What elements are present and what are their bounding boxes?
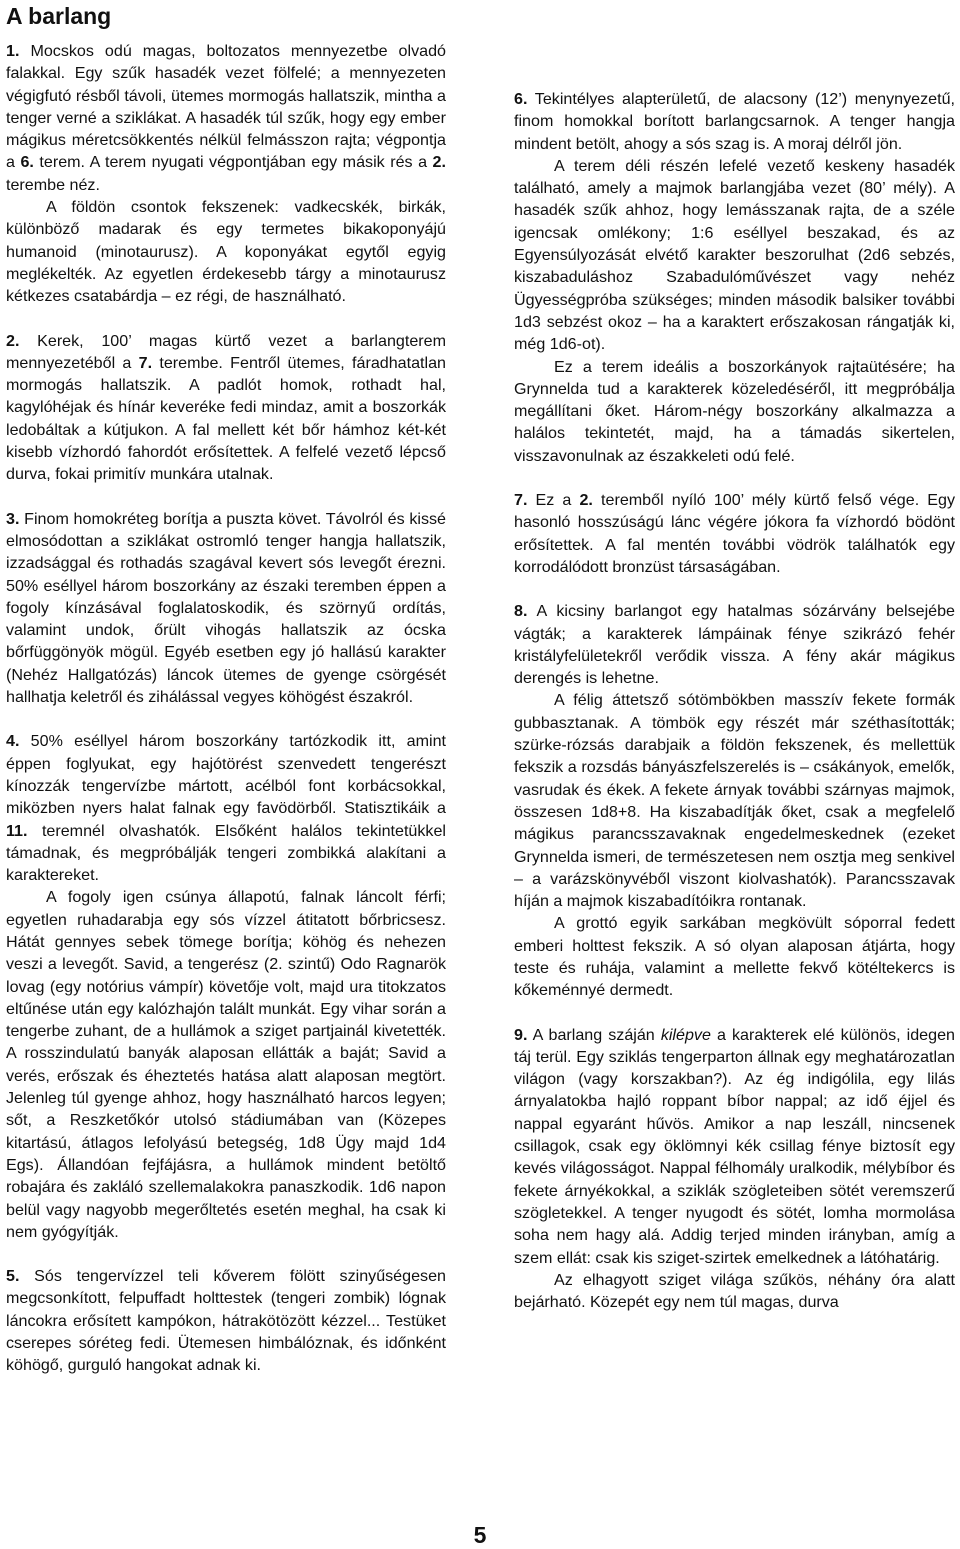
room-reference: 2. (432, 153, 446, 172)
section-text: Finom homokréteg borítja a puszta követ. Távolról és kissé elmosódottan a sziklákat ostromló tenger hangja hallatszik, izzadsággal és rothadás szagával kevert sós levegőt érezni. 50% eséllyel három boszorkány az északi teremben éppen a fogoly kínzásával foglalatoskodik, és szörnyű ordítás, valamint undok, őrült vihogás hallatszik az ócska bőrfüggönyök mögül. Egyéb esetben egy jó hallású karakter (Nehéz Hallgatózás) láncok ütemes de gyenge csörgését hallhatja keletről és zihálással vegyes köhögést északról. (6, 509, 446, 707)
section-number: 5. (6, 1267, 20, 1286)
section-text: Ez a (535, 491, 572, 510)
section-6-paragraph-3: Ez a terem ideális a boszorkányok rajtaütésére; ha Grynnelda tud a karakterek közeledéséről, itt megpróbálja megállítani őket. Három-négy boszorkány alkalmazza a halálos tekintetét, majd, ha a támadás sikertelen, visszavonulnak az északkeleti odú felé. (514, 357, 955, 465)
section-2-paragraph (6, 330, 446, 486)
section-3-paragraph (6, 508, 446, 709)
section-4-paragraph-2: A fogoly igen csúnya állapotú, falnak láncolt férfi; egyetlen ruhadarabja egy sós vízzel átitatott bőrbricsesz. Hátát gennyes sebek tömege borítja; köhög és nehezen veszi a levegőt. Savid, a tengerész (2. szintű) Odo Ragnarök lovag (egy notórius vámpír) követője volt, majd ura titokzatos eltűnése után egy kalózhajón talált munkát. Egy vihar során a tengerbe zuhant, de a hullámok a sziget partjainál kivetették. A rosszindulatú banyák alaposan ellátták a baját; Savid a verés, erőszak és éheztetés hatása alatt alaposan megtört. Jelenleg túl gyenge ahhoz, hogy használható harcos legyen; sőt, a Reszketőkór utolsó stádiumában van (Közepes kitartású, átlagos lefolyású betegség, 1d8 Ügy majd 1d4 Egs). Állandóan fejfájásra, a hullámok mindent betöltő robajára és zakláló szellemalakokra panaszkodik. 1d6 napon belül vagy nagyobb megerőltetés esetén meghal, ha csak ki nem gyógyítják. (6, 888, 446, 1241)
section-text: a karakterek elé különös, idegen táj terül. Egy sziklás tengerparton állnak egy meghatározatlan világon (vagy korszakban?). Az ég indigólila, egy lilás árnyalatokba hajló roppant bíbor nappal; az idő éjjel és nappal egyaránt hűvös. Amikor a nap leszáll, nincsenek csillagok, csak egy öklömnyi kék csillag fénye biztosít egy kevés világosságot. Nappal félhomály uralkodik, mélybíbor és fekete árnyékokkal, a sziklák szögleteiben sötét veremszerű szögletekkel. A tenger nyugodt és sötét, lomha mormolása soha nem hagy alá. Addig terjed minden irányban, amíg a szem ellát: csak kis sziget-szirtek emelkednek a látóhatárig. (514, 1025, 955, 1267)
section-number: 8. (514, 602, 528, 621)
room-reference: 2. (579, 491, 593, 510)
section-8-paragraph (514, 600, 955, 689)
section-6-paragraph-2: A terem déli részén lefelé vezető keskeny hasadék található, amely a majmok barlangjába vezet (80’ mély). A hasadék szűk ahhoz, hogy lemásszanak rajta, de a széle igencsak omlékony; 1:6 eséllyel beszakad, és az Egyensúlyozását elvétő karakter beszorulhat (2d6 sebzés, kiszabaduláshoz Szabadulóművészet vagy nehéz Ügyességpróba szükséges; minden második balsiker további 1d3 sebzést okoz – ha a karaktert erőszakosan rángatják ki, még 1d6-ot). (514, 156, 955, 354)
section-text: Sós tengervízzel teli kőverem fölött szinyűségesen megcsonkított, felpuffadt holttestek (tengeri zombik) lógnak láncokra erősített kampókon, hátrakötözött kézzel... Testüket cserepes sóréteg fedi. Ütemesen himbálóznak, és időnként köhögő, gurguló hangokat adnak ki. (6, 1267, 446, 1375)
section-1-paragraph-2: A földön csontok fekszenek: vadkecskék, birkák, különböző madarak és egy termetes bikakoponyájú humanoid (minotaurusz). A koponyákat egytől egyig meglékelték. Az egyetlen érdekesebb tárgy a minotaurusz kétkezes csatabárdja – ez régi, de használható. (6, 198, 446, 306)
room-reference: 6. (20, 153, 34, 172)
section-text: A barlang száján (532, 1025, 655, 1044)
section-number: 1. (6, 42, 20, 60)
section-text: teremből nyíló 100’ mély kürtő felső vége. Egy hasonló hosszúságú lánc végére jókora fa vízhordó bödönt erősítettek. A fal mentén további vödrök találhatók egy korrodálódott bronzüst társaságában. (514, 491, 955, 576)
room-reference: 11. (6, 821, 28, 840)
section-text: A kicsiny barlangot egy hatalmas sózárvány belsejébe vágták; a karakterek lámpáinak fénye szikrázó fehér kristályfelületekről verődik vissza. A fény akár mágikus derengés is lehetne. (514, 602, 955, 688)
section-1-paragraph (6, 40, 446, 196)
section-9-paragraph-2: Az elhagyott sziget világa szűkös, néhány óra alatt bejárható. Közepét egy nem túl magas, durva (514, 1270, 955, 1312)
section-number: 4. (6, 732, 20, 751)
left-column (6, 0, 446, 1377)
section-4-paragraph (6, 730, 446, 886)
page-number: 5 (473, 1522, 487, 1548)
room-reference: 7. (138, 353, 153, 372)
section-number: 2. (6, 331, 20, 350)
section-6-paragraph (514, 88, 955, 155)
section-8-paragraph-3: A grottó egyik sarkában megkövült sóporral fedett emberi holttest fekszik. A só olyan alaposan átjárta, hogy teste és ruhája, valamint a mellette fekvő kötéltekercs is kőkeménnyé dermedt. (514, 914, 955, 1000)
section-9-paragraph (514, 1024, 955, 1269)
section-number: 7. (514, 491, 528, 510)
section-number: 6. (514, 90, 528, 108)
chapter-title: A barlang (6, 3, 112, 29)
section-text: 50% eséllyel három boszorkány tartózkodik itt, amint éppen foglyukat, egy hajótörést szenvedett tengerészt kínozzák tengervízbe mártott, acélból font korbácsokkal, miközben nyers halat falnak egy favödörből. Statisztikáik a (6, 732, 446, 818)
section-number: 9. (514, 1025, 528, 1044)
section-text: teremnél olvashatók. Elsőként halálos tekintetükkel támadnak, és megpróbálják tengeri zombikká alakítani a karaktereket. (6, 821, 446, 885)
section-number: 3. (6, 509, 20, 528)
emphasis-text: kilépve (660, 1025, 711, 1044)
section-text: Kerek, 100’ magas kürtő vezet a barlangterem mennyezetéből a (6, 331, 446, 372)
section-text: terembe. Fentről ütemes, fáradhatatlan mormogás hallatszik. A padlót homok, rothadt hal, kagylóhéjak és hínár keveréke fedi mindaz, amit a boszorkák ledobáltak a kútjukon. A fal mellett két bőr hámhoz két-két kisebb vízhordó fahordót erősítettek. A felfelé vezető lépcső durva, fokai primitív munkára utalnak. (6, 353, 446, 484)
section-8-paragraph-2: A félig áttetsző sótömbökben masszív fekete formák gubbasztanak. A tömbök egy részét már széthasították; szürke-rózsás darabjaik a földön fekszenek, és mellettük fekszik a rozsdás bányászfelszerelés is – csákányok, emelők, vasrudak és ékek. A fekete árnyak további szárnyas majmok, összesen 1d8+8. Ha kiszabadítják őket, csak a megfelelő mágikus parancsszavaknak engedelmeskednek (ezeket Grynnelda ismeri, de természetesen nem osztja meg senkivel – a varázskönyvéből viszont kiolvashatók). Parancsszavak híján a majmok kiszabadítóikra rontanak. (514, 691, 955, 911)
section-text: Tekintélyes alapterületű, de alacsony (12’) menynyezetű, finom homokkal borított barlangcsarnok. A tenger hangja mindent betölt, ahogy a sós szag is. A moraj délről jön. (514, 90, 955, 153)
right-column (514, 0, 955, 1313)
section-5-paragraph (6, 1265, 446, 1376)
section-text: Mocskos odú magas, boltozatos mennyezetbe olvadó falakkal. Egy szűk hasadék vezet fölfelé; a mennyezeten végigfutó résből távoli, ütemes mormogás hallatszik, mintha a tenger verné a sziklákat. A hasadék túl szűk, hogy egy ember mágikus méretcsökkentés nélkül felmásszon rajta; végpontja a (6, 42, 446, 172)
section-text: terem. A terem nyugati végpontjában egy másik rés a (39, 153, 428, 172)
section-text: terembe néz. (6, 175, 100, 194)
section-7-paragraph (514, 489, 955, 578)
